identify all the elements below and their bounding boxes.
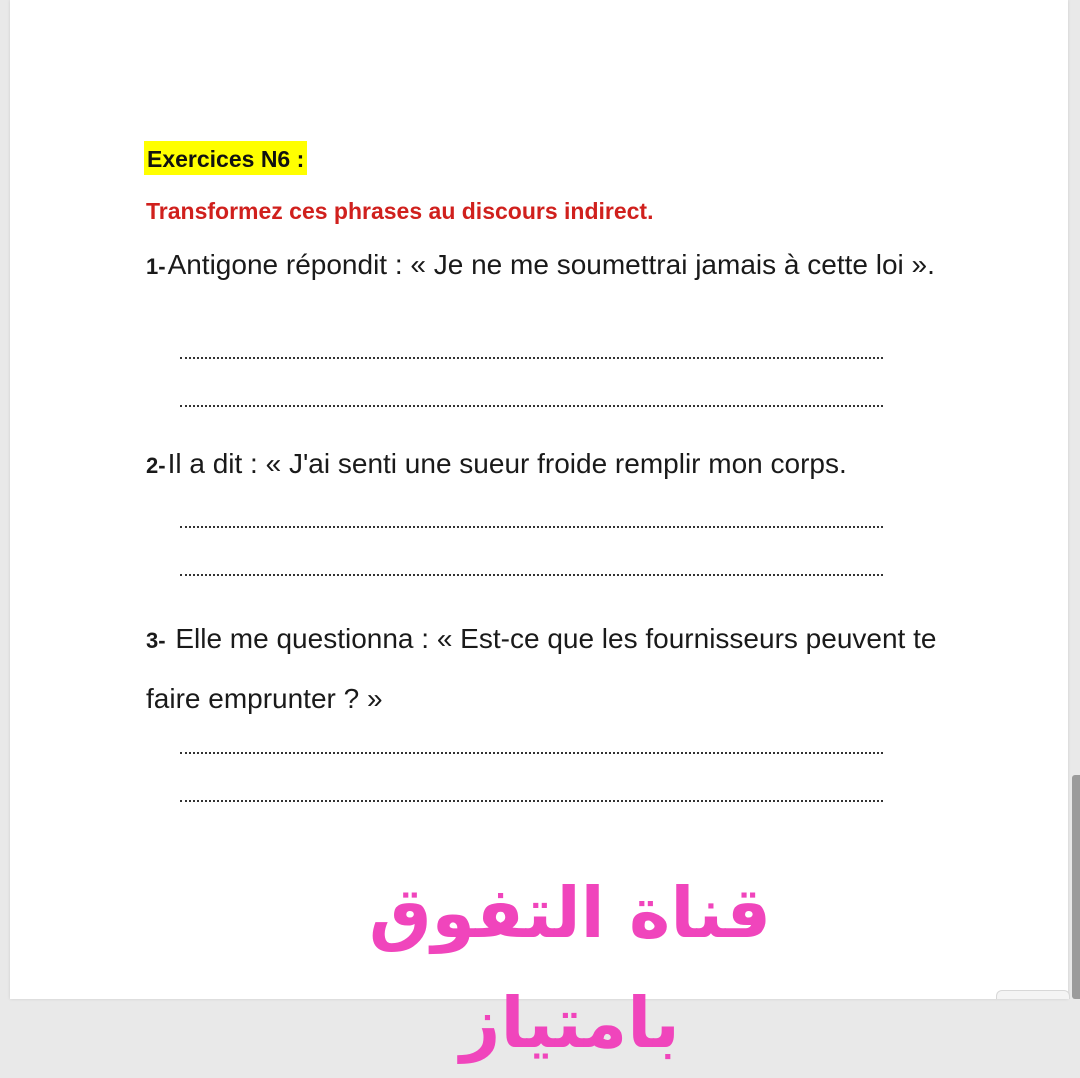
answer-line bbox=[180, 800, 883, 802]
vertical-scrollbar[interactable] bbox=[1072, 775, 1080, 999]
question-text: Antigone répondit : « Je ne me soumettrai jamais à cette loi ». bbox=[167, 249, 935, 280]
instruction-text: Transformez ces phrases au discours indirect. bbox=[146, 198, 654, 224]
question-text: Elle me questionna : « Est-ce que les fournisseurs peuvent te faire emprunter ? » bbox=[146, 623, 937, 714]
question-number: 2- bbox=[146, 453, 166, 478]
answer-line bbox=[180, 752, 883, 754]
answer-line bbox=[180, 574, 883, 576]
exercise-title: Exercices N6 : bbox=[144, 141, 307, 175]
question-3 bbox=[146, 610, 961, 728]
answer-line bbox=[180, 357, 883, 359]
question-text: Il a dit : « J'ai senti une sueur froide remplir mon corps. bbox=[167, 448, 847, 479]
question-number: 1- bbox=[146, 254, 166, 279]
answer-line bbox=[180, 405, 883, 407]
question-2 bbox=[146, 444, 936, 486]
question-1 bbox=[146, 245, 936, 287]
page-indicator-tab[interactable] bbox=[996, 990, 1070, 999]
channel-watermark: قناة التفوق بامتياز bbox=[368, 872, 772, 1064]
question-number: 3- bbox=[146, 628, 166, 653]
answer-line bbox=[180, 526, 883, 528]
document-page bbox=[10, 0, 1068, 1064]
